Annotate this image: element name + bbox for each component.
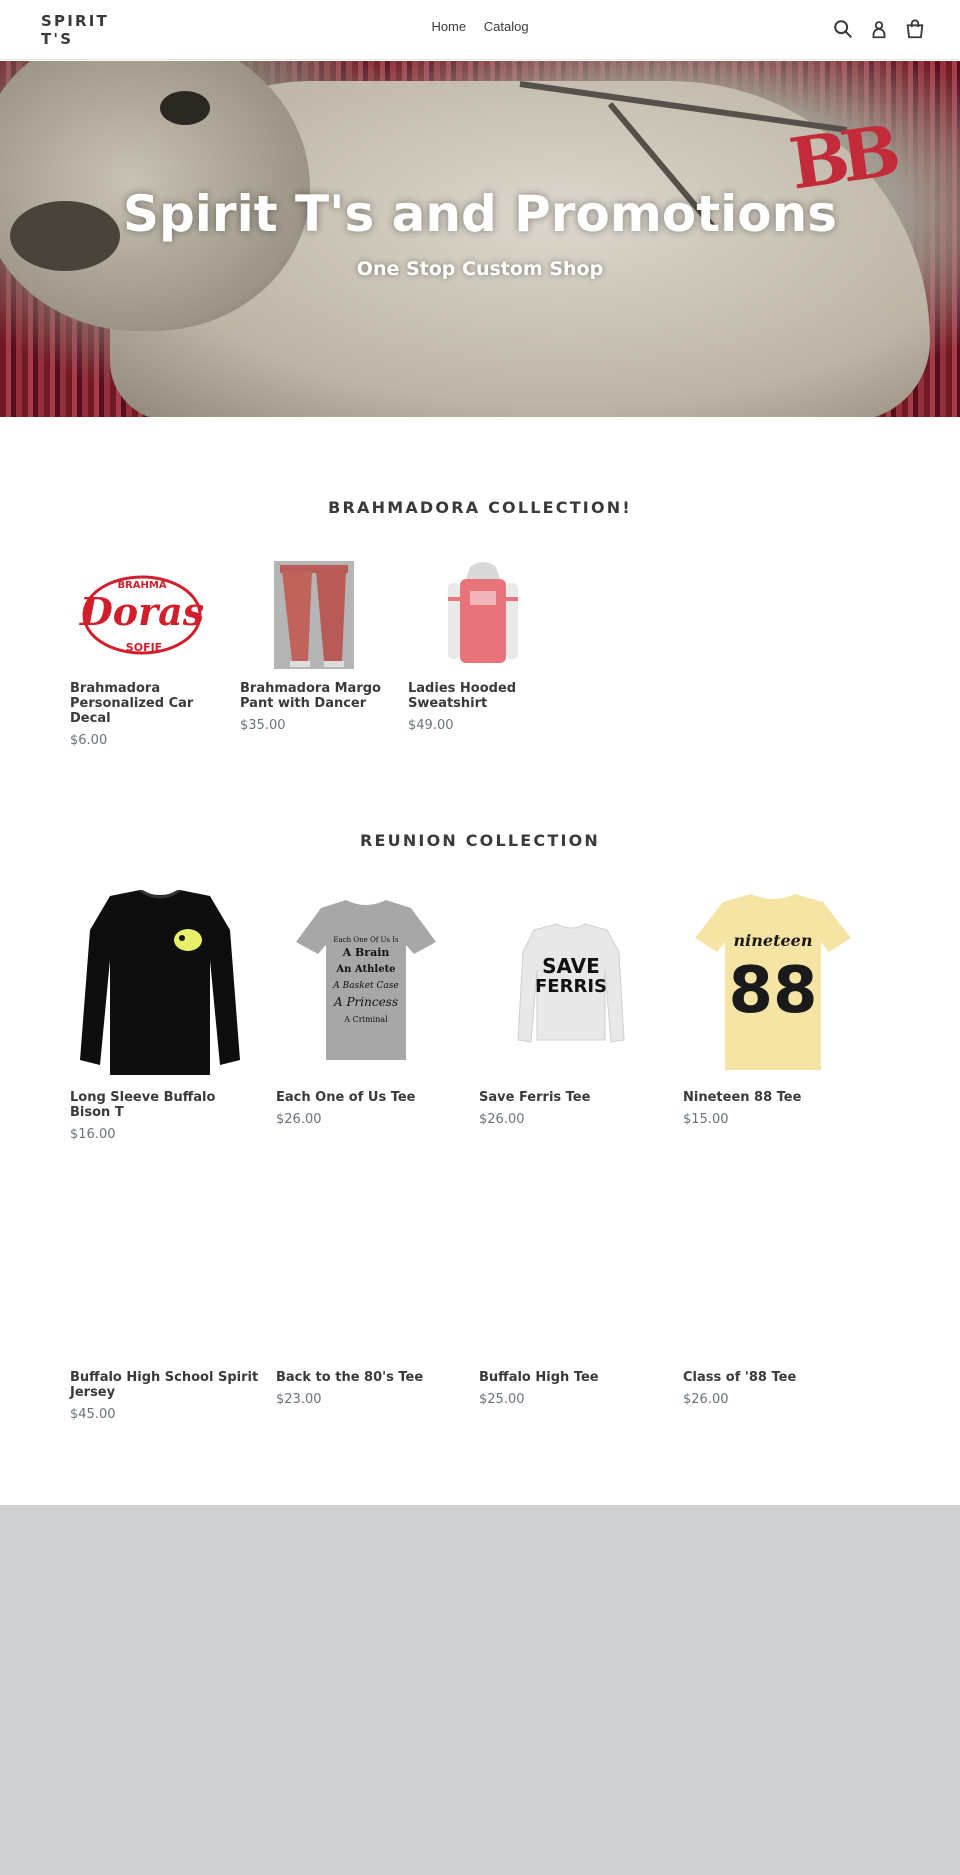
product-name[interactable]: Brahmadora Margo Pant with Dancer [240, 681, 381, 711]
nav-home[interactable]: Home [431, 19, 467, 34]
nav-catalog[interactable]: Catalog [483, 19, 529, 34]
product-card[interactable] [240, 561, 390, 733]
shirt-line: A Basket Case [333, 981, 399, 991]
header-icons [832, 18, 926, 40]
product-card[interactable] [683, 1370, 873, 1407]
product-image-car-decal[interactable] [70, 561, 210, 669]
shirt-line: An Athlete [336, 964, 396, 975]
shirt-line: 88 [728, 954, 818, 1028]
account-icon[interactable] [868, 18, 890, 40]
product-name[interactable]: Back to the 80's Tee [276, 1370, 424, 1385]
bull-eye [160, 91, 210, 125]
cart-icon[interactable] [904, 18, 926, 40]
product-price: $26.00 [683, 1392, 729, 1407]
product-image-hooded-sweatshirt[interactable] [408, 561, 558, 669]
product-price: $23.00 [276, 1392, 322, 1407]
product-image-each-one-of-us-tee[interactable] [276, 890, 456, 1070]
product-card[interactable] [479, 890, 669, 1127]
collection-title-reunion: REUNION COLLECTION [359, 831, 600, 850]
product-card[interactable] [70, 890, 260, 1142]
product-image-nineteen-88-tee[interactable] [683, 890, 863, 1070]
hero-banner [0, 61, 960, 417]
main-nav [0, 19, 960, 34]
site-header [0, 0, 960, 60]
product-image-buffalo-bison-longsleeve[interactable] [70, 890, 250, 1080]
product-price: $26.00 [479, 1112, 525, 1127]
product-card[interactable] [276, 1370, 466, 1407]
product-name[interactable]: Nineteen 88 Tee [683, 1090, 802, 1105]
product-name[interactable]: Ladies Hooded Sweatshirt [408, 681, 517, 711]
product-card[interactable] [70, 1370, 260, 1422]
shirt-line: A Criminal [344, 1015, 388, 1024]
product-card[interactable] [408, 561, 558, 733]
product-name[interactable]: Buffalo High Tee [479, 1370, 599, 1385]
product-image-margo-pant[interactable] [240, 561, 390, 669]
product-price: $26.00 [276, 1112, 322, 1127]
shirt-line: A Princess [334, 995, 398, 1009]
search-icon[interactable] [832, 18, 854, 40]
decal-text-main: Doras [79, 589, 205, 634]
product-price: $6.00 [70, 733, 108, 748]
hero-title: Spirit T's and Promotions [122, 185, 837, 243]
product-price: $49.00 [408, 718, 454, 733]
product-card[interactable] [479, 1370, 669, 1407]
product-name[interactable]: Brahmadora Personalized Car Decal [70, 681, 194, 726]
product-price: $15.00 [683, 1112, 729, 1127]
hero-brand-mark: BB [784, 109, 898, 206]
shirt-line: A Brain [342, 946, 390, 959]
shirt-line: nineteen [733, 931, 813, 950]
product-card[interactable] [683, 890, 873, 1127]
hero-subtitle: One Stop Custom Shop [356, 258, 604, 280]
product-card[interactable] [70, 561, 220, 748]
product-card[interactable] [276, 890, 466, 1127]
product-price: $45.00 [70, 1407, 116, 1422]
decal-text-top: BRAHMA [117, 580, 167, 591]
product-price: $35.00 [240, 718, 286, 733]
shirt-line: Each One Of Us Is [333, 936, 399, 944]
product-name[interactable]: Save Ferris Tee [479, 1090, 591, 1105]
shirt-line: SAVE [542, 954, 600, 978]
shirt-line: FERRIS [535, 976, 607, 997]
product-name[interactable]: Each One of Us Tee [276, 1090, 416, 1105]
product-image-save-ferris-tee[interactable] [479, 890, 659, 1070]
product-price: $25.00 [479, 1392, 525, 1407]
product-name[interactable]: Long Sleeve Buffalo Bison T [70, 1090, 216, 1120]
site-logo[interactable]: SPIRIT T'S [41, 12, 109, 48]
product-name[interactable]: Buffalo High School Spirit Jersey [70, 1370, 259, 1400]
product-name[interactable]: Class of '88 Tee [683, 1370, 797, 1385]
product-price: $16.00 [70, 1127, 116, 1142]
decal-text-bottom: SOFIE [125, 641, 163, 654]
collection-title-brahmadora: BRAHMADORA COLLECTION! [328, 498, 632, 517]
site-footer [0, 1505, 960, 1875]
